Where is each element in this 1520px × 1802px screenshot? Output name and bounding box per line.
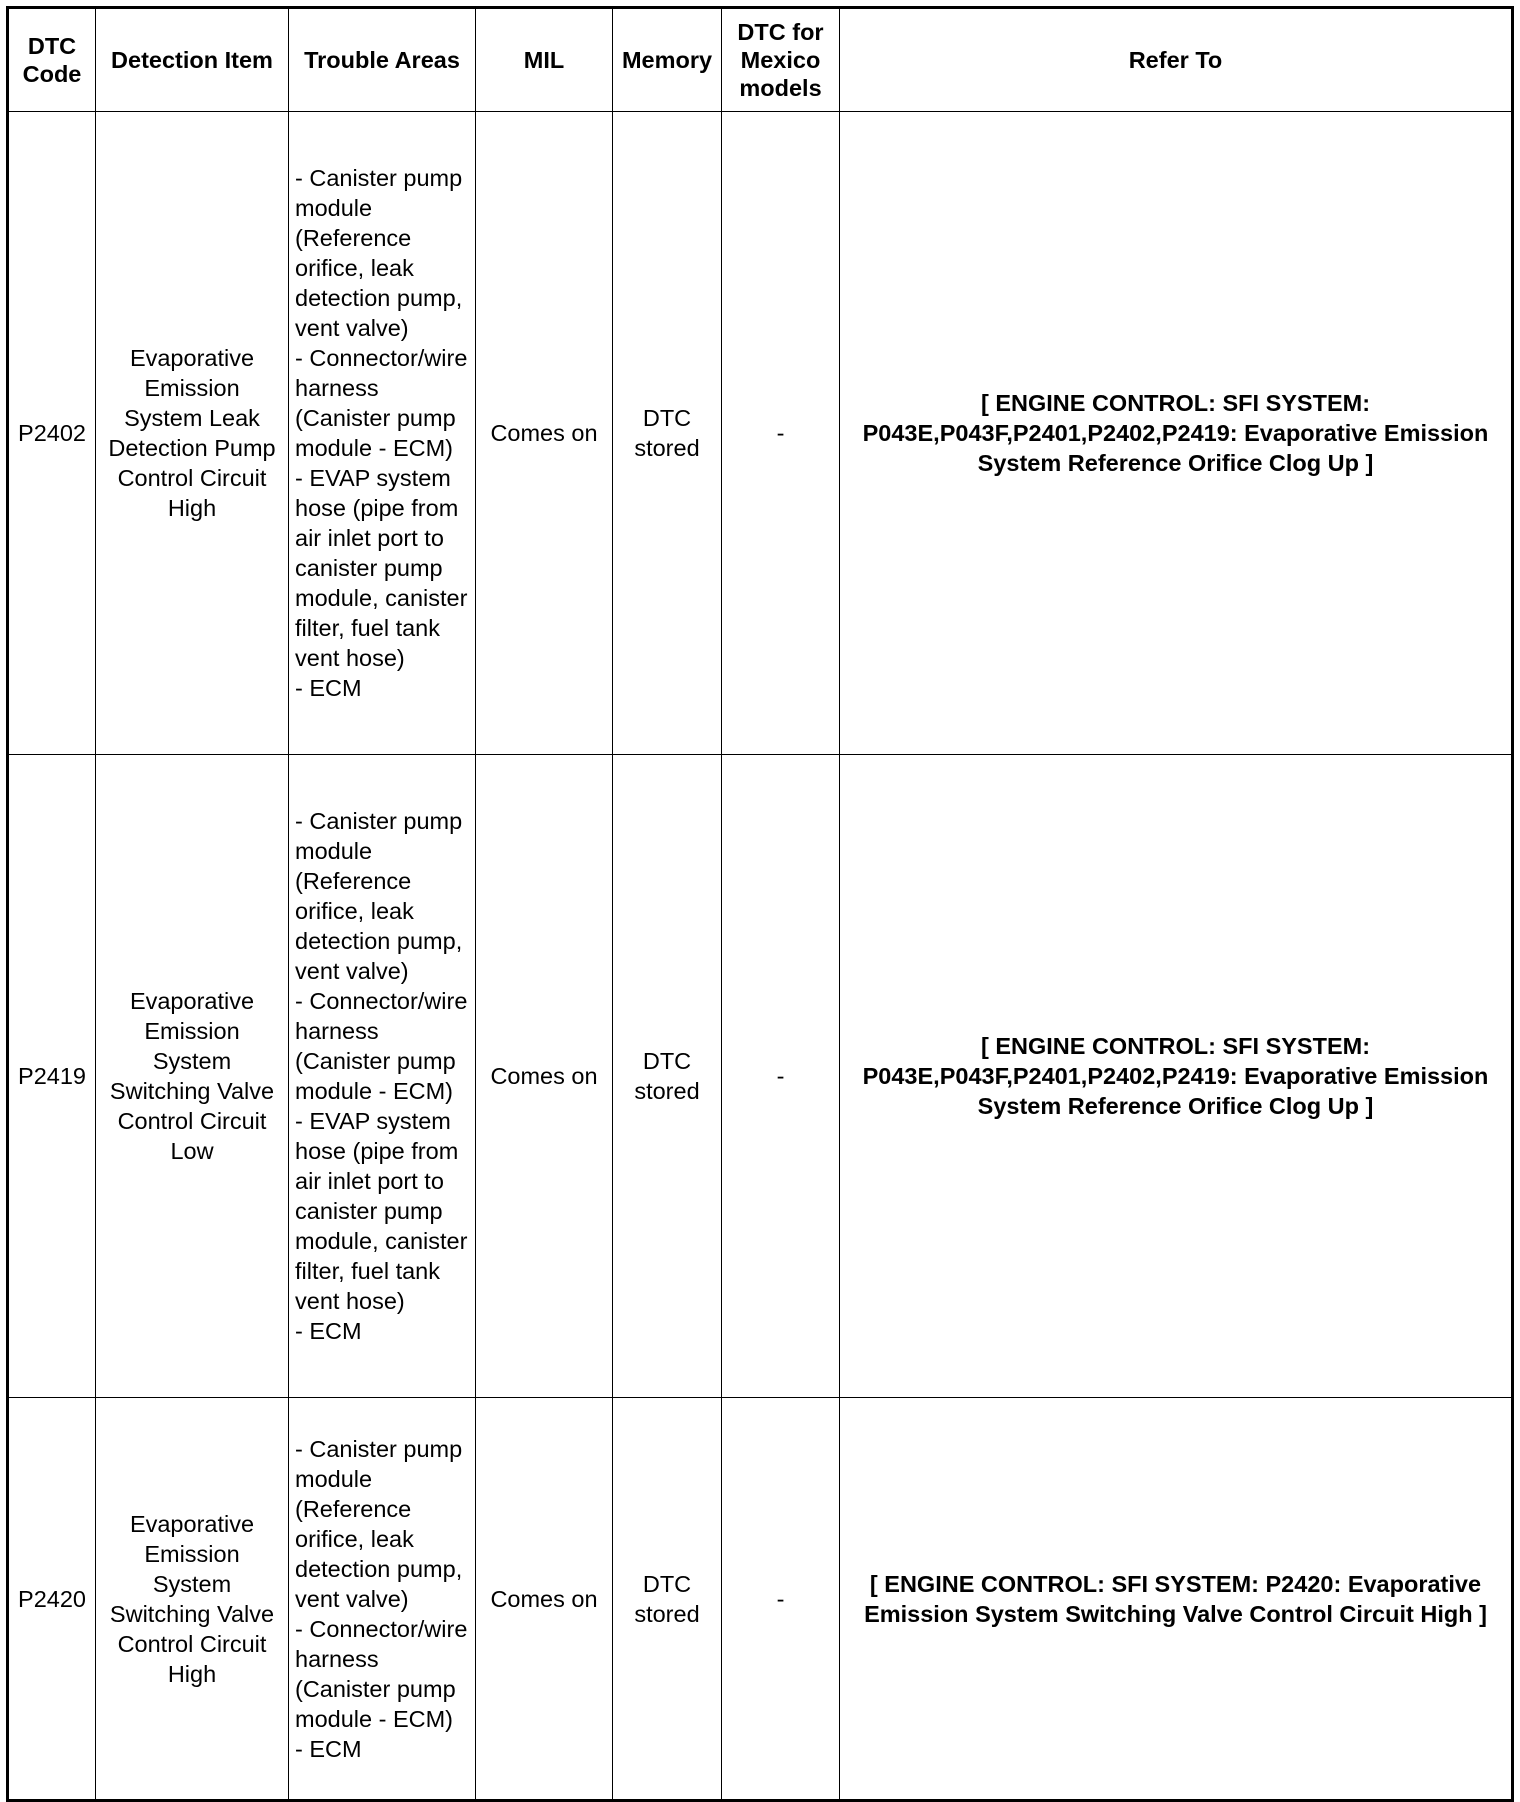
mexico-cell: -	[722, 755, 840, 1398]
trouble-areas-cell: - Canister pump module (Reference orifice, leak detection pump, vent valve) - Connector/wire harness (Canister pump module - ECM) - EVAP system hose (pipe from air inlet port to canister pump module, canister filter, fuel tank vent hose) - ECM	[289, 112, 476, 755]
dtc-code-cell: P2419	[8, 755, 96, 1398]
detection-item-cell: Evaporative Emission System Leak Detection Pump Control Circuit High	[96, 112, 289, 755]
header-dtc-code: DTC Code	[8, 8, 96, 112]
detection-item-cell: Evaporative Emission System Switching Valve Control Circuit Low	[96, 755, 289, 1398]
refer-to-link[interactable]: [ ENGINE CONTROL: SFI SYSTEM: P043E,P043F,P2401,P2402,P2419: Evaporative Emission System Reference Orifice Clog Up ]	[840, 112, 1513, 755]
mil-cell: Comes on	[476, 755, 613, 1398]
table-header-row	[8, 8, 1513, 112]
memory-cell: DTC stored	[613, 1398, 722, 1801]
mexico-cell: -	[722, 112, 840, 755]
header-memory: Memory	[613, 8, 722, 112]
trouble-areas-cell: - Canister pump module (Reference orifice, leak detection pump, vent valve) - Connector/wire harness (Canister pump module - ECM) - EVAP system hose (pipe from air inlet port to canister pump module, canister filter, fuel tank vent hose) - ECM	[289, 755, 476, 1398]
header-mil: MIL	[476, 8, 613, 112]
dtc-table	[6, 6, 1514, 1802]
table-row	[8, 755, 1513, 1398]
mil-cell: Comes on	[476, 1398, 613, 1801]
table-row	[8, 112, 1513, 755]
trouble-areas-cell: - Canister pump module (Reference orifice, leak detection pump, vent valve) - Connector/wire harness (Canister pump module - ECM) - ECM	[289, 1398, 476, 1801]
memory-cell: DTC stored	[613, 112, 722, 755]
header-mexico-models: DTC for Mexico models	[722, 8, 840, 112]
mil-cell: Comes on	[476, 112, 613, 755]
memory-cell: DTC stored	[613, 755, 722, 1398]
header-trouble-areas: Trouble Areas	[289, 8, 476, 112]
dtc-code-cell: P2402	[8, 112, 96, 755]
header-detection-item: Detection Item	[96, 8, 289, 112]
dtc-code-cell: P2420	[8, 1398, 96, 1801]
mexico-cell: -	[722, 1398, 840, 1801]
detection-item-cell: Evaporative Emission System Switching Valve Control Circuit High	[96, 1398, 289, 1801]
refer-to-link[interactable]: [ ENGINE CONTROL: SFI SYSTEM: P043E,P043F,P2401,P2402,P2419: Evaporative Emission System Reference Orifice Clog Up ]	[840, 755, 1513, 1398]
header-refer-to: Refer To	[840, 8, 1513, 112]
refer-to-link[interactable]: [ ENGINE CONTROL: SFI SYSTEM: P2420: Evaporative Emission System Switching Valve Control Circuit High ]	[840, 1398, 1513, 1801]
table-row	[8, 1398, 1513, 1801]
